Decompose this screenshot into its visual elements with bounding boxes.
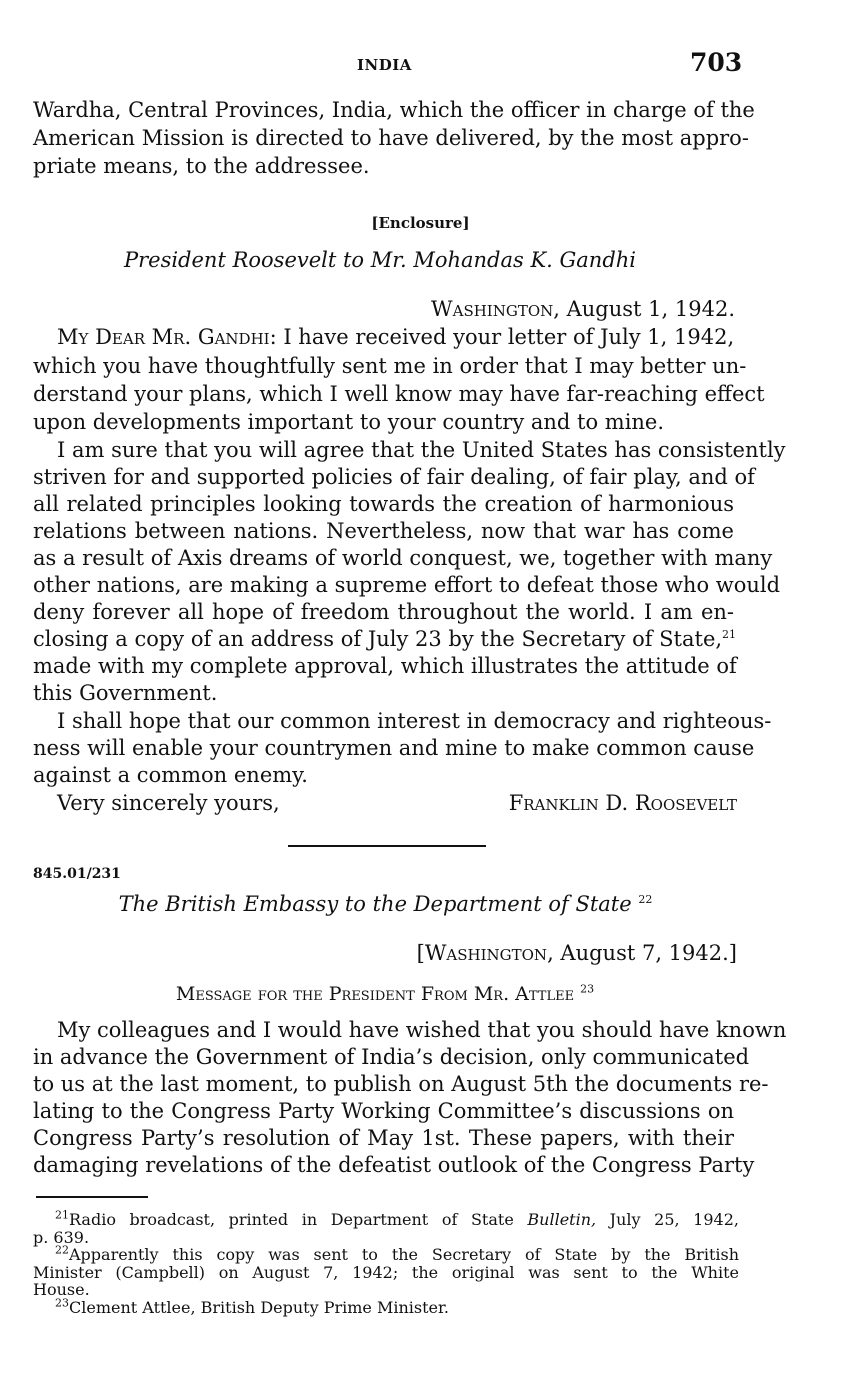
footnote-22-continuation: House. <box>33 1280 90 1299</box>
footnote-ref: 23 <box>580 982 595 996</box>
file-number: 845.01/231 <box>33 866 121 882</box>
text-line: relations between nations. Nevertheless, now that war has come <box>33 519 734 543</box>
text-line: striven for and supported policies of fair dealing, of fair play, and of <box>33 465 755 489</box>
salutation: My Dear Mr. Gandhi: <box>57 325 277 349</box>
dateline-date: , August 1, 1942. <box>553 297 735 321</box>
footnote-23: $^{23}$Clement Attlee, British Deputy Prime Minister. <box>55 1296 449 1317</box>
text-line: made with my complete approval, which illustrates the attitude of <box>33 654 737 678</box>
footnote-ref: 22 <box>638 893 653 906</box>
text-line: upon developments important to your country and to mine. <box>33 410 665 434</box>
text-line: My colleagues and I would have wished that you should have known <box>57 1018 787 1042</box>
text-line: in advance the Government of India’s decision, only communicated <box>33 1045 750 1069</box>
text-line: deny forever all hope of freedom throughout the world. I am en- <box>33 600 734 624</box>
closing: Very sincerely yours, <box>57 791 280 815</box>
text-line: which you have thoughtfully sent me in order that I may better un- <box>33 354 747 378</box>
text-line: I shall hope that our common interest in democracy and righteous- <box>57 709 772 733</box>
enclosure-dateline <box>431 296 735 323</box>
enclosure-title: President Roosevelt to Mr. Mohandas K. Gandhi <box>123 248 637 272</box>
footnote-22: $^{22}$Apparently this copy was sent to the Secretary of State by the British <box>55 1243 739 1264</box>
footnote-22-continuation: Minister (Campbell) on August 7, 1942; the original was sent to the White <box>33 1263 739 1282</box>
text-line: as a result of Axis dreams of world conquest, we, together with many <box>33 546 773 570</box>
page-number: 703 <box>690 48 743 77</box>
signature: Franklin D. Roosevelt <box>508 791 737 815</box>
text-line: My Dear Mr. Gandhi: I have received your letter of July 1, 1942, <box>57 325 735 349</box>
text-line: American Mission is directed to have delivered, by the most appro- <box>33 126 749 150</box>
text-line: to us at the last moment, to publish on August 5th the documents re- <box>33 1072 769 1096</box>
section-divider <box>288 845 486 847</box>
message-subheading: Message for the President From Mr. Attlee $^{23}$ <box>175 982 595 1005</box>
footnote-divider <box>36 1196 148 1198</box>
dateline-place: Washington <box>431 297 554 321</box>
text-line: lating to the Congress Party Working Committee’s discussions on <box>33 1099 734 1123</box>
text-line: derstand your plans, which I well know may have far-reaching effect <box>33 382 765 406</box>
text-line: Wardha, Central Provinces, India, which the officer in charge of the <box>33 98 755 122</box>
running-header-title: INDIA <box>357 56 412 74</box>
dateline-place: Washington <box>424 941 548 965</box>
text-line: this Government. <box>33 681 218 705</box>
text-line: closing a copy of an address of July 23 by the Secretary of State,$^{21}$ <box>33 627 737 651</box>
document-dateline: [Washington, August 7, 1942.] <box>416 941 737 965</box>
footnote-ref: 21 <box>722 628 737 641</box>
text-line: ness will enable your countrymen and mine to make common cause <box>33 736 755 760</box>
text-line: other nations, are making a supreme effort to defeat those who would <box>33 573 781 597</box>
text-line: I am sure that you will agree that the United States has consistently <box>57 438 786 462</box>
footnote-21-continuation: p. 639. <box>33 1228 90 1247</box>
text-line: against a common enemy. <box>33 763 308 787</box>
text-line: Congress Party’s resolution of May 1st. These papers, with their <box>33 1126 734 1150</box>
document-title: The British Embassy to the Department of State $^{22}$ <box>118 892 653 916</box>
footnote-21: $^{21}$Radio broadcast, printed in Department of State Bulletin, July 25, 1942, <box>55 1208 739 1229</box>
text-line: all related principles looking towards the creation of harmonious <box>33 492 734 516</box>
text-line: priate means, to the addressee. <box>33 154 370 178</box>
dateline-date: , August 7, 1942.] <box>547 941 737 965</box>
enclosure-label: [Enclosure] <box>371 214 470 232</box>
text-line: damaging revelations of the defeatist outlook of the Congress Party <box>33 1153 755 1177</box>
